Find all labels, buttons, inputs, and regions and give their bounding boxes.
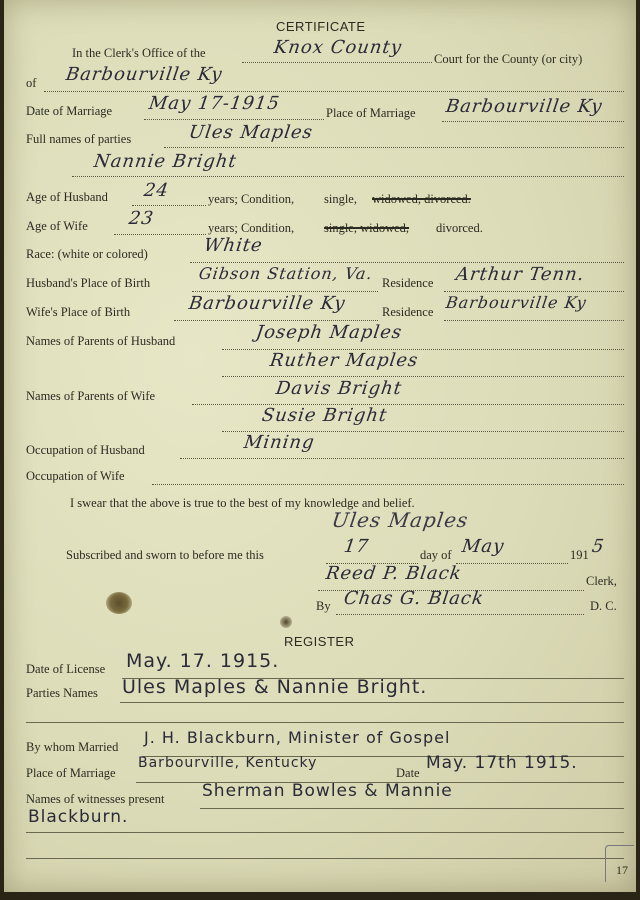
party2-value: Nannie Bright: [92, 151, 239, 172]
swear-text: I swear that the above is true to the best of my knowledge and belief.: [70, 496, 415, 510]
date-marriage-line: [144, 119, 324, 120]
party1-line: [164, 147, 624, 148]
date-marriage-label: Date of Marriage: [26, 104, 113, 118]
parent-w1-value: Davis Bright: [274, 378, 404, 399]
husband-residence-label: Residence: [382, 276, 434, 290]
ink-spot: [280, 616, 292, 628]
year-suffix: 5: [590, 536, 606, 557]
age-husband-label: Age of Husband: [26, 190, 108, 204]
wife-residence-value: Barbourville Ky: [444, 293, 589, 312]
register-date-label: Date: [396, 766, 420, 780]
witnesses-value: Sherman Bowles & Mannie: [202, 781, 453, 801]
date-license-label: Date of License: [26, 662, 106, 676]
dc-label: D. C.: [590, 599, 617, 613]
witnesses-label: Names of witnesses present: [26, 792, 165, 806]
witnesses-line: [200, 808, 624, 809]
subscribed-label: Subscribed and sworn to before me this: [66, 548, 264, 562]
date-license-value: May. 17. 1915.: [126, 650, 280, 672]
age-husband-line: [132, 205, 206, 206]
parents-wife-label: Names of Parents of Wife: [26, 389, 156, 403]
wife-birth-value: Barbourville Ky: [187, 293, 347, 314]
witnesses-line-2: [26, 832, 624, 833]
page-number: 17: [616, 863, 628, 877]
husband-birth-line: [192, 291, 378, 292]
single-widowed-struck: single, widowed,: [324, 221, 410, 235]
register-place-label: Place of Marriage: [26, 766, 116, 780]
wife-residence-line: [444, 320, 624, 321]
race-value: White: [202, 235, 265, 256]
years-condition-label-1: years; Condition,: [208, 192, 295, 206]
day-value: 17: [342, 536, 371, 557]
of-label: of: [26, 76, 37, 90]
register-bottom-line: [26, 858, 624, 859]
parent-w2-value: Susie Bright: [260, 405, 389, 426]
occupation-husband-label: Occupation of Husband: [26, 443, 145, 457]
occupation-wife-line: [152, 484, 624, 485]
witnesses-value-2: Blackburn.: [28, 807, 129, 827]
by-label: By: [316, 599, 331, 613]
court-label: Court for the County (or city): [434, 52, 583, 66]
age-wife-label: Age of Wife: [26, 219, 88, 233]
widowed-divorced-struck: widowed, divorced.: [372, 192, 471, 206]
clerk-name: Reed P. Black: [324, 563, 464, 584]
by-whom-value: J. H. Blackburn, Minister of Gospel: [144, 728, 451, 747]
single-label: single,: [324, 192, 357, 206]
affiant-signature: Ules Maples: [330, 508, 471, 532]
parents-husband-label: Names of Parents of Husband: [26, 334, 176, 348]
race-line: [190, 262, 624, 263]
occupation-husband-line: [180, 458, 624, 459]
date-marriage-value: May 17-1915: [147, 93, 282, 114]
day-of-label: day of: [420, 548, 452, 562]
deputy-line: [336, 614, 584, 615]
parent-h2-value: Ruther Maples: [268, 350, 420, 371]
register-place-value: Barbourville, Kentucky: [138, 755, 318, 771]
husband-birth-value: Gibson Station, Va.: [197, 264, 375, 283]
register-blank-line: [26, 722, 624, 723]
place-marriage-label: Place of Marriage: [326, 106, 416, 120]
occupation-husband-value: Mining: [242, 432, 317, 453]
place-marriage-line: [442, 121, 624, 122]
by-whom-label: By whom Married: [26, 740, 119, 754]
county-value: Knox County: [272, 37, 404, 58]
parties-names-label: Parties Names: [26, 686, 98, 700]
of-value: Barbourville Ky: [64, 64, 224, 85]
age-husband-value: 24: [142, 180, 171, 201]
parent-h1-value: Joseph Maples: [254, 322, 404, 343]
years-condition-label-2: years; Condition,: [208, 221, 295, 235]
wife-birth-label: Wife's Place of Birth: [26, 305, 131, 319]
husband-residence-value: Arthur Tenn.: [454, 264, 587, 285]
certificate-page: [4, 0, 636, 892]
clerk-office-label: In the Clerk's Office of the: [72, 46, 206, 60]
of-line: [44, 91, 624, 92]
month-line: [456, 563, 568, 564]
month-value: May: [460, 536, 506, 557]
parties-names-value: Ules Maples & Nannie Bright.: [122, 676, 428, 698]
wife-birth-line: [174, 320, 378, 321]
certificate-title: CERTIFICATE: [276, 19, 366, 34]
occupation-wife-label: Occupation of Wife: [26, 469, 125, 483]
age-wife-line: [114, 234, 206, 235]
place-marriage-value: Barbourville Ky: [444, 96, 604, 117]
parties-names-line: [120, 702, 624, 703]
county-line: [242, 62, 432, 63]
parent-w1-line: [192, 404, 624, 405]
parent-h2-line: [222, 376, 624, 377]
husband-residence-line: [444, 291, 624, 292]
party1-value: Ules Maples: [187, 122, 315, 143]
husband-birth-label: Husband's Place of Birth: [26, 276, 151, 290]
wife-residence-label: Residence: [382, 305, 434, 319]
year-prefix: 191: [570, 548, 589, 562]
race-label: Race: (white or colored): [26, 247, 148, 261]
deputy-name: Chas G. Black: [342, 588, 486, 609]
party2-line: [72, 176, 624, 177]
register-date-value: May. 17th 1915.: [426, 753, 578, 773]
age-wife-value: 23: [127, 208, 156, 229]
register-title: REGISTER: [284, 634, 355, 649]
ink-stain: [106, 592, 132, 614]
clerk-label: Clerk,: [586, 574, 617, 588]
full-names-label: Full names of parties: [26, 132, 132, 146]
divorced-label: divorced.: [436, 221, 483, 235]
